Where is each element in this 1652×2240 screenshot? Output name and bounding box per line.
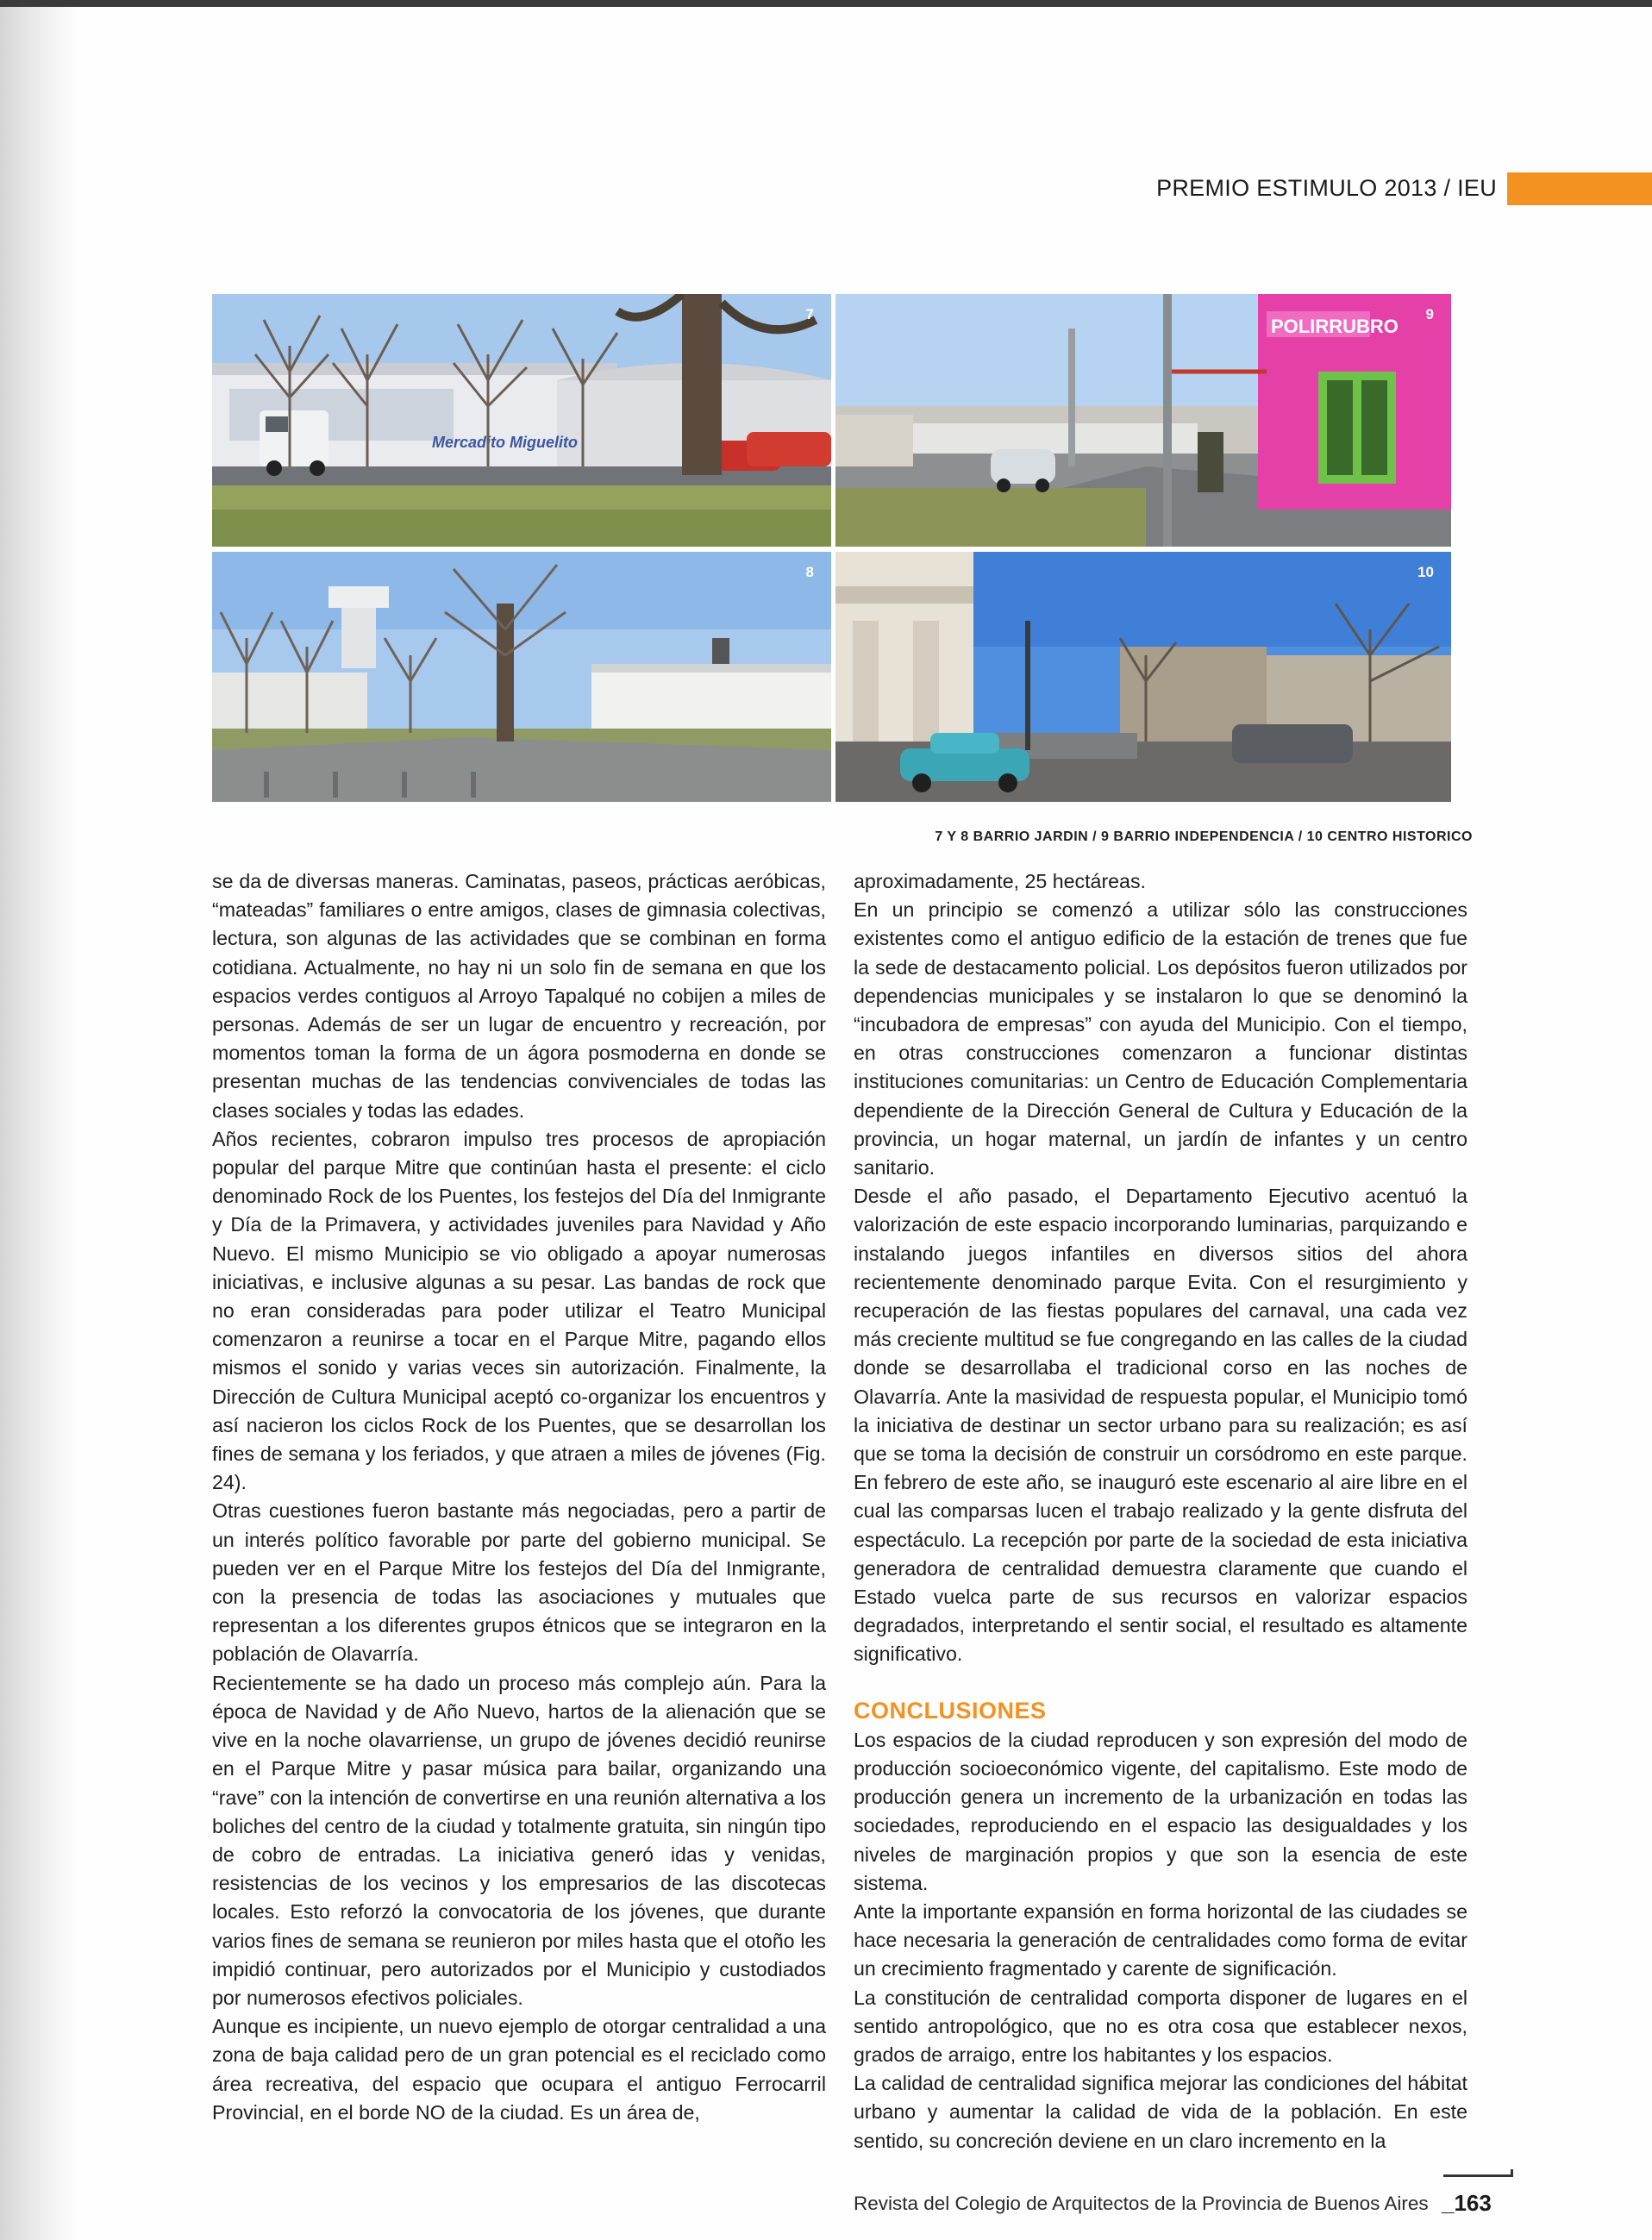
photo-caption: 7 Y 8 BARRIO JARDIN / 9 BARRIO INDEPENDENCIA / 10 CENTRO HISTORICO	[935, 829, 1473, 844]
photo-9-barrio-independencia	[835, 294, 1451, 547]
photo-8-number: 8	[805, 564, 814, 580]
right-column	[854, 867, 1467, 2156]
photo-7-sign: Mercadito Miguelito	[432, 434, 579, 451]
paragraph: Recientemente se ha dado un proceso más complejo aún. Para la época de Navidad y de Año Nuevo, hartos de la alienación que se vive en la noche olavarriense, un grupo de jóvenes decidió reunirse en el Parque Mitre y pasar música para bailar, organizando una “rave” con la intención de convertirse en una reunión alternativa a los boliches del centro de la ciudad y totalmente gratuita, sin ningún tipo de cobro de entradas. La iniciativa generó idas y venidas, resistencias de los vecinos y los empresarios de las discotecas locales. Esto reforzó la convocatoria de los jóvenes, que durante varios fines de semana se reunieron por miles hasta que el otoño les impidió continuar, pero autorizados por el Municipio y custodiados por numerosos efectivos policiales.	[212, 1671, 826, 2009]
photo-10-centro-historico	[835, 552, 1451, 802]
paragraph: La constitución de centralidad comporta disponer de lugares en el sentido antropológico, que no es otra cosa que establecer nexos, grados de arraigo, entre los habitantes y los espacios.	[854, 1986, 1467, 2066]
photo-8-barrio-jardin	[212, 552, 831, 802]
paragraph: La calidad de centralidad significa mejorar las condiciones del hábitat urbano y aumentar la calidad de vida de la población. En este sentido, su concreción deviene en un claro incremento en la	[854, 2072, 1467, 2152]
paragraph: Los espacios de la ciudad reproducen y son expresión del modo de producción socioeconómico vigente, del capitalismo. Este modo de producción genera un incremento de la urbanización en todas las sociedades, reproduciendo en el espacio las desigualdades y los niveles de marginación propios y que son la esencia de este sistema.	[854, 1728, 1467, 1894]
photo-9-number: 9	[1425, 306, 1434, 322]
paragraph: Desde el año pasado, el Departamento Ejecutivo acentuó la valorización de este espacio incorporando luminarias, parquizando e instalando juegos infantiles en diversos sitios del ahora recientemente denominado parque Evita. Con el resurgimiento y recuperación de las fiestas populares del carnaval, una cada vez más creciente multitud se fue congregando en las calles de la ciudad donde se desarrollaba el tradicional corso en las noches de Olavarría. Ante la masividad de respuesta popular, el Municipio tomó la iniciativa de destinar un sector urbano para su realización; es así que se toma la decisión de construir un corsódromo en este parque. En febrero de este año, se inauguró este escenario al aire libre en el cual las comparsas lucen el trabajo realizado y la gente disfruta del espectáculo. La recepción por parte de la sociedad de esta iniciativa generadora de centralidad demuestra claramente que cuando el Estado vuelca parte de sus recursos en valorizar espacios degradados, interpretando el sentir social, el resultado es altamente significativo.	[854, 1185, 1467, 1666]
photo-9-sign: POLIRRUBRO	[1271, 316, 1399, 337]
page-top-edge	[0, 0, 1652, 7]
photo-7-barrio-jardin	[212, 294, 831, 547]
header-accent-bar	[1507, 172, 1652, 205]
left-column	[212, 867, 826, 2127]
paragraph: Ante la importante expansión en forma horizontal de las ciudades se hace necesaria la generación de centralidades como forma de evitar un crecimiento fragmentado y carente de significación.	[854, 1899, 1467, 1980]
footer-rule-tick	[1511, 2169, 1513, 2177]
paragraph: En un principio se comenzó a utilizar sólo las construcciones existentes como el antiguo edificio de la estación de trenes que fue la sede de destacamento policial. Los depósitos fueron utilizados por dependencias municipales y se instalaron lo que se denominó la “incubadora de empresas” con ayuda del Municipio. Con el tiempo, en otras construcciones comenzaron a funcionar distintas instituciones comunitarias: un Centro de Educación Complementaria dependiente de la Dirección General de Cultura y Educación de la provincia, un hogar maternal, un jardín de infantes y un centro sanitario.	[854, 898, 1467, 1179]
photo-10-number: 10	[1417, 564, 1434, 580]
paragraph: Aunque es incipiente, un nuevo ejemplo de otorgar centralidad a una zona de baja calidad pero de un gran potencial es el reciclado como área recreativa, del espacio que ocupara el antiguo Ferrocarril Provincial, en el borde NO de la ciudad. Es un área de,	[212, 2015, 826, 2124]
paragraph: Otras cuestiones fueron bastante más negociadas, pero a partir de un interés político favorable por parte del gobierno municipal. Se pueden ver en el Parque Mitre los festejos del Día del Inmigrante, con la presencia de todas las asociaciones y mutuales que representan a los diferentes grupos étnicos que se integraron en la población de Olavarría.	[212, 1499, 826, 1666]
footer-rule	[1443, 2174, 1512, 2177]
scan-gutter-shadow	[0, 0, 78, 2240]
paragraph: se da de diversas maneras. Caminatas, paseos, prácticas aeróbicas, “mateadas” familiares o entre amigos, clases de gimnasia colectivas, lectura, son algunas de las actividades que se combinan en forma cotidiana. Actualmente, no hay ni un solo fin de semana en que los espacios verdes contiguos al Arroyo Tapalqué no cobijen a miles de personas. Además de ser un lugar de encuentro y recreación, por momentos toman la forma de un ágora posmoderna en donde se presentan muchas de las tendencias convivenciales de todas las clases sociales y todas las edades.	[212, 870, 826, 1122]
footer-journal-name: Revista del Colegio de Arquitectos de la Provincia de Buenos Aires	[854, 2193, 1429, 2214]
photo-7-number: 7	[805, 306, 814, 322]
paragraph: Años recientes, cobraron impulso tres procesos de apropiación popular del parque Mitre que continúan hasta el presente: el ciclo denominado Rock de los Puentes, los festejos del Día del Inmigrante y Día de la Primavera, y actividades juveniles para Navidad y Año Nuevo. El mismo Municipio se vio obligado a apoyar numerosas iniciativas, e inclusive algunas a su pesar. Las bandas de rock que no eran consideradas para poder utilizar el Teatro Municipal comenzaron a reunirse a tocar en el Parque Mitre, pagando ellos mismos el sonido y varias veces sin autorización. Finalmente, la Dirección de Cultura Municipal aceptó co-organizar los encuentros y así nacieron los ciclos Rock de los Puentes, que se desarrollan los fines de semana y los feriados, y que atraen a miles de jóvenes (Fig. 24).	[212, 1127, 826, 1494]
conclusions-heading: CONCLUSIONES	[854, 1697, 1047, 1724]
header-title: PREMIO ESTIMULO 2013 / IEU	[1156, 175, 1497, 201]
paragraph: aproximadamente, 25 hectáreas.	[854, 870, 1146, 892]
page-number: _163	[1442, 2190, 1492, 2216]
